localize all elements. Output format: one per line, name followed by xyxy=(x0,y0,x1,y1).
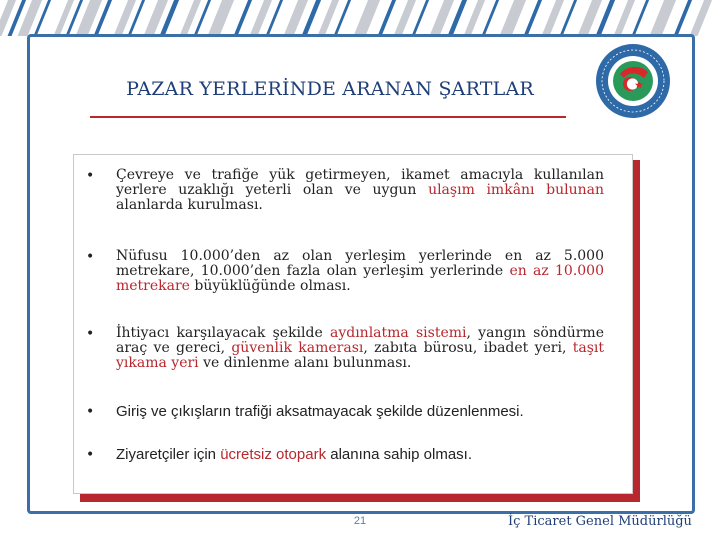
highlighted-text: ücretsiz otopark xyxy=(220,446,327,463)
list-item-text xyxy=(116,249,604,294)
bullet-icon: • xyxy=(86,447,95,463)
body-text: ve dinlenme alanı bulunması. xyxy=(198,355,412,371)
body-text: İhtiyacı karşılayacak şekilde xyxy=(116,325,330,341)
body-text: alanına sahip olması. xyxy=(326,446,472,463)
body-text: Nüfusu 10.000’den az olan yerleşim yerlerinde en az 5.000 metrekare, 10.000’den fazla olan yerleşim yerlerinde xyxy=(116,248,604,279)
highlighted-text: aydınlatma sistemi xyxy=(329,325,467,341)
list-item-text xyxy=(116,168,604,213)
highlighted-text: güvenlik kamerası xyxy=(231,340,364,356)
body-text: Ziyaretçiler için xyxy=(116,446,221,463)
header-stripes xyxy=(0,0,720,36)
page-number: 21 xyxy=(353,515,367,527)
body-text: , yangın söndürme araç ve gereci, xyxy=(116,325,604,356)
highlighted-text: taşıt yıkama yeri xyxy=(116,340,604,371)
body-text: , zabıta bürosu, ibadet yeri, xyxy=(363,340,573,356)
title-underline xyxy=(90,116,566,118)
footer-org-name: İç Ticaret Genel Müdürlüğü xyxy=(508,514,692,529)
ministry-emblem-icon xyxy=(594,42,672,120)
requirements-panel xyxy=(73,154,633,494)
body-text: Giriş ve çıkışların trafiği aksatmayacak şekilde düzenlenmesi. xyxy=(116,403,524,420)
page-title: PAZAR YERLERİNDE ARANAN ŞARTLAR xyxy=(126,78,534,100)
bullet-icon: • xyxy=(86,168,95,184)
highlighted-text: en az 10.000 metrekare xyxy=(116,263,604,294)
bullet-icon: • xyxy=(86,249,95,265)
list-item-text xyxy=(116,447,604,463)
body-text: büyüklüğünde olması. xyxy=(189,278,351,294)
body-text: alanlarda kurulması. xyxy=(116,197,263,213)
bullet-icon: • xyxy=(86,404,95,420)
list-item-text xyxy=(116,404,604,420)
bullet-icon: • xyxy=(86,326,95,342)
highlighted-text: ulaşım imkânı bulunan xyxy=(428,182,604,198)
body-text: Çevreye ve trafiğe yük getirmeyen, ikamet amacıyla kullanılan yerlere uzaklığı yeterli olan ve uygun xyxy=(116,167,604,198)
list-item-text xyxy=(116,326,604,371)
